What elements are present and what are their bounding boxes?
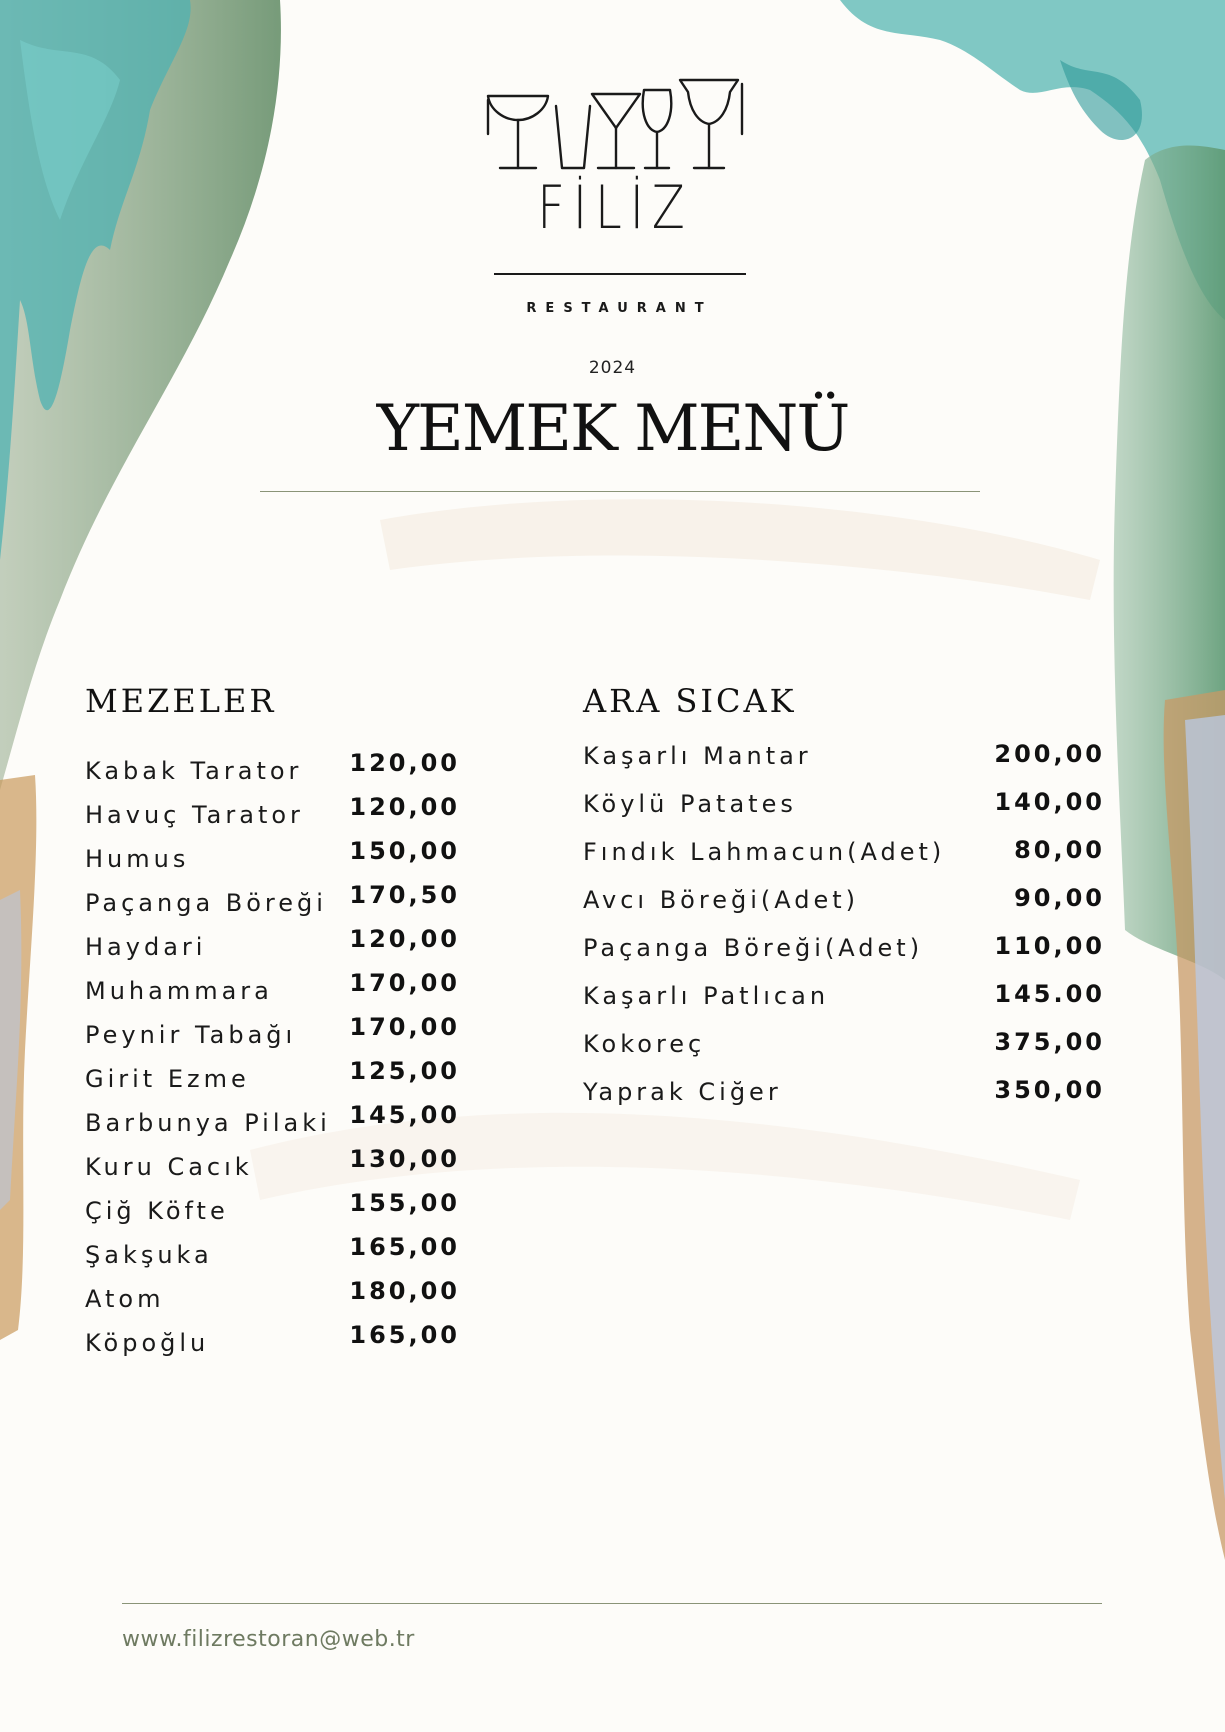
section-mezeler <box>85 682 460 1372</box>
menu-item <box>583 886 1105 926</box>
item-name: Humus <box>85 845 190 873</box>
item-price: 90,00 <box>1014 884 1105 912</box>
item-price: 170,00 <box>349 1013 460 1041</box>
item-price: 200,00 <box>994 740 1105 768</box>
item-price: 120,00 <box>349 925 460 953</box>
menu-item <box>583 1030 1105 1070</box>
item-name: Paçanga Böreği <box>85 889 327 917</box>
menu-item <box>85 1013 460 1061</box>
item-name: Şakşuka <box>85 1241 213 1269</box>
item-price: 130,00 <box>349 1145 460 1173</box>
item-price: 140,00 <box>994 788 1105 816</box>
menu-item <box>85 749 460 797</box>
item-price: 375,00 <box>994 1028 1105 1056</box>
item-name: Girit Ezme <box>85 1065 250 1093</box>
menu-item <box>583 838 1105 878</box>
item-name: Avcı Böreği(Adet) <box>583 886 859 914</box>
item-name: Kaşarlı Patlıcan <box>583 982 830 1010</box>
item-price: 110,00 <box>994 932 1105 960</box>
footer-divider <box>122 1603 1102 1604</box>
menu-item <box>85 1101 460 1149</box>
menu-item <box>85 969 460 1017</box>
menu-item <box>583 1078 1105 1118</box>
menu-item <box>85 1189 460 1237</box>
item-name: Kokoreç <box>583 1030 706 1058</box>
item-price: 170,50 <box>349 881 460 909</box>
restaurant-logo <box>480 76 750 316</box>
menu-title: YEMEK MENÜ <box>376 392 849 466</box>
brand-name: FİLİZ <box>537 173 693 243</box>
title-divider <box>260 491 980 492</box>
item-price: 170,00 <box>349 969 460 997</box>
section-title-mezeler: MEZELER <box>85 682 277 720</box>
item-name: Yaprak Ciğer <box>583 1078 782 1106</box>
menu-item <box>85 1277 460 1325</box>
menu-item <box>85 1057 460 1105</box>
item-price: 125,00 <box>349 1057 460 1085</box>
item-name: Haydari <box>85 933 207 961</box>
item-name: Paçanga Böreği(Adet) <box>583 934 924 962</box>
item-price: 145.00 <box>994 980 1105 1008</box>
brand-subtitle: RESTAURANT <box>526 301 713 316</box>
item-name: Fındık Lahmacun(Adet) <box>583 838 946 866</box>
item-name: Muhammara <box>85 977 273 1005</box>
menu-item <box>583 790 1105 830</box>
logo-divider <box>494 273 746 275</box>
menu-item <box>85 1233 460 1281</box>
website-link[interactable]: www.filizrestoran@web.tr <box>122 1627 415 1652</box>
menu-item <box>85 793 460 841</box>
item-name: Atom <box>85 1285 165 1313</box>
item-name: Kaşarlı Mantar <box>583 742 812 770</box>
item-name: Çiğ Köfte <box>85 1197 229 1225</box>
item-name: Köpoğlu <box>85 1329 210 1357</box>
menu-item <box>583 982 1105 1022</box>
item-price: 150,00 <box>349 837 460 865</box>
item-price: 165,00 <box>349 1321 460 1349</box>
menu-item <box>583 934 1105 974</box>
section-ara-sicak <box>583 682 1105 1122</box>
section-title-ara-sicak: ARA SICAK <box>583 682 797 720</box>
menu-item <box>583 742 1105 782</box>
menu-item <box>85 837 460 885</box>
item-price: 145,00 <box>349 1101 460 1129</box>
item-price: 350,00 <box>994 1076 1105 1104</box>
wine-glasses-icon <box>480 76 750 176</box>
menu-year: 2024 <box>588 358 637 378</box>
item-price: 155,00 <box>349 1189 460 1217</box>
item-name: Peynir Tabağı <box>85 1021 297 1049</box>
menu-item <box>85 1321 460 1369</box>
menu-item <box>85 1145 460 1193</box>
item-price: 120,00 <box>349 749 460 777</box>
item-name: Barbunya Pilaki <box>85 1109 331 1137</box>
item-name: Havuç Tarator <box>85 801 304 829</box>
item-name: Kabak Tarator <box>85 757 303 785</box>
item-price: 165,00 <box>349 1233 460 1261</box>
item-name: Köylü Patates <box>583 790 797 818</box>
item-price: 180,00 <box>349 1277 460 1305</box>
menu-item <box>85 925 460 973</box>
menu-item <box>85 881 460 929</box>
item-name: Kuru Cacık <box>85 1153 253 1181</box>
item-price: 80,00 <box>1014 836 1105 864</box>
item-price: 120,00 <box>349 793 460 821</box>
